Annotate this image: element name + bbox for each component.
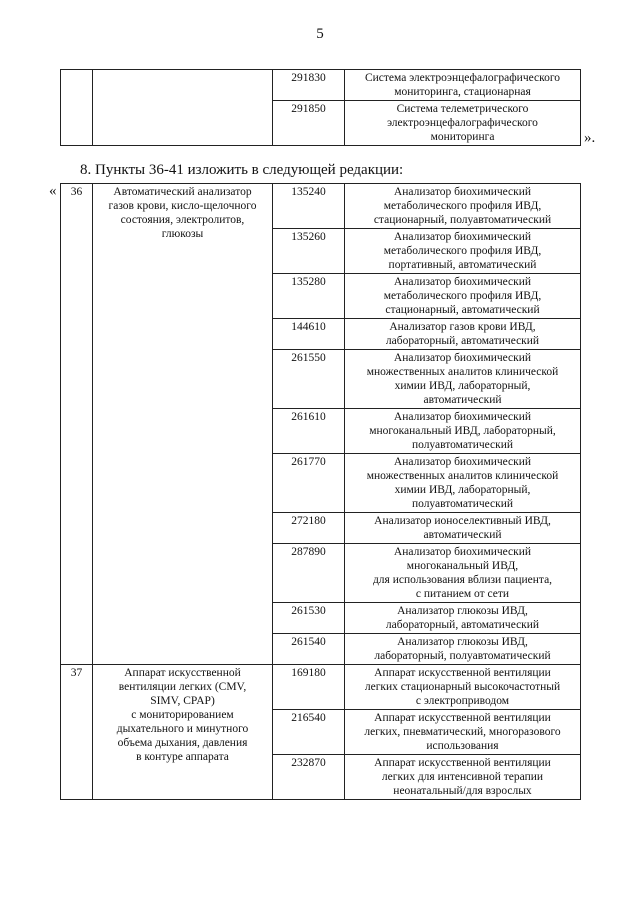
description-line: мониторинга (430, 131, 495, 143)
description-line: Анализатор ионоселективный ИВД, (374, 515, 551, 527)
description-line: химии ИВД, лабораторный, (394, 380, 531, 392)
description-line: легких стационарный высокочастотный (364, 681, 561, 693)
description-line: Система телеметрического (396, 103, 529, 115)
description-cell (345, 634, 581, 665)
description-line: использования (426, 740, 499, 752)
description-line: с питанием от сети (415, 588, 510, 600)
item-name-line: вентиляции легких (CMV, (118, 681, 247, 693)
description-cell (345, 544, 581, 603)
code-cell: 232870 (273, 755, 345, 800)
table-row (61, 665, 581, 710)
description-line: многоканальный ИВД, (406, 560, 519, 572)
description-line: Анализатор биохимический (393, 186, 532, 198)
description-line: неонатальный/для взрослых (393, 785, 532, 797)
description-line: Анализатор биохимический (393, 276, 532, 288)
description-cell (345, 70, 581, 101)
code-cell: 261610 (273, 409, 345, 454)
code-cell: 291830 (273, 70, 345, 101)
description-cell (345, 665, 581, 710)
code-cell: 291850 (273, 101, 345, 146)
description-line: полуавтоматический (411, 439, 514, 451)
description-line: лабораторный, полуавтоматический (374, 650, 551, 662)
item-name-line: Аппарат искусственной (124, 667, 241, 679)
description-line: легких для интенсивной терапии (381, 771, 544, 783)
description-line: Анализатор биохимический (393, 231, 532, 243)
description-line: множественных аналитов клинической (366, 366, 559, 378)
item-number-cell: 36 (61, 184, 93, 665)
closing-quote-mark: ». (584, 130, 596, 146)
name-cell-empty (93, 70, 273, 146)
main-table (60, 183, 581, 800)
description-line: для использования вблизи пациента, (372, 574, 553, 586)
item-name-cell (93, 184, 273, 665)
description-line: Анализатор биохимический (393, 546, 532, 558)
description-line: метаболического профиля ИВД, (383, 290, 542, 302)
description-line: лабораторный, автоматический (385, 619, 540, 631)
item-name-line: в контуре аппарата (136, 751, 229, 763)
code-cell: 135280 (273, 274, 345, 319)
item-name-line: объема дыхания, давления (117, 737, 248, 749)
code-cell: 169180 (273, 665, 345, 710)
description-line: Анализатор глюкозы ИВД, (397, 605, 528, 617)
description-line: Анализатор биохимический (393, 352, 532, 364)
item-name-line: глюкозы (161, 228, 204, 240)
description-cell (345, 603, 581, 634)
code-cell: 135260 (273, 229, 345, 274)
code-cell: 261540 (273, 634, 345, 665)
table-row (61, 70, 581, 101)
number-cell-empty (61, 70, 93, 146)
description-line: стационарный, автоматический (385, 304, 540, 316)
item-name-line: Автоматический анализатор (113, 186, 252, 198)
description-line: электроэнцефалографического (387, 117, 538, 129)
description-line: стационарный, полуавтоматический (373, 214, 552, 226)
description-line: мониторинга, стационарная (394, 86, 531, 98)
description-line: Анализатор газов крови ИВД, (389, 321, 536, 333)
code-cell: 261770 (273, 454, 345, 513)
continuation-table (60, 69, 581, 146)
description-cell (345, 274, 581, 319)
description-line: многоканальный ИВД, лабораторный, (369, 425, 556, 437)
description-line: полуавтоматический (411, 498, 514, 510)
description-line: Аппарат искусственной вентиляции (374, 667, 551, 679)
code-cell: 144610 (273, 319, 345, 350)
code-cell: 287890 (273, 544, 345, 603)
item-name-line: состояния, электролитов, (120, 214, 245, 226)
description-cell (345, 350, 581, 409)
item-name-line: дыхательного и минутного (116, 723, 249, 735)
description-line: легких, пневматический, многоразового (364, 726, 561, 738)
description-cell (345, 513, 581, 544)
code-cell: 272180 (273, 513, 345, 544)
code-cell: 261530 (273, 603, 345, 634)
description-line: Анализатор биохимический (393, 456, 532, 468)
item-name-line: с мониторированием (131, 709, 234, 721)
description-line: химии ИВД, лабораторный, (394, 484, 531, 496)
section-heading: 8. Пункты 36-41 изложить в следующей редакции: (80, 162, 404, 178)
description-line: Анализатор глюкозы ИВД, (397, 636, 528, 648)
description-line: множественных аналитов клинической (366, 470, 559, 482)
description-line: лабораторный, автоматический (385, 335, 540, 347)
description-line: метаболического профиля ИВД, (383, 200, 542, 212)
description-line: Анализатор биохимический (393, 411, 532, 423)
page-number: 5 (316, 26, 324, 42)
description-line: с электроприводом (415, 695, 510, 707)
description-cell (345, 710, 581, 755)
description-cell (345, 184, 581, 229)
description-line: портативный, автоматический (388, 259, 537, 271)
code-cell: 216540 (273, 710, 345, 755)
description-line: автоматический (423, 529, 502, 541)
code-cell: 261550 (273, 350, 345, 409)
description-cell (345, 409, 581, 454)
code-cell: 135240 (273, 184, 345, 229)
item-name-line: газов крови, кисло-щелочного (108, 200, 257, 212)
description-cell (345, 319, 581, 350)
description-line: метаболического профиля ИВД, (383, 245, 542, 257)
description-line: Аппарат искусственной вентиляции (374, 712, 551, 724)
item-name-line: SIMV, CPAP) (150, 695, 215, 707)
description-line: Система электроэнцефалографического (364, 72, 561, 84)
description-cell (345, 101, 581, 146)
description-line: автоматический (423, 394, 502, 406)
opening-quote-mark: « (49, 183, 57, 199)
table-row (61, 184, 581, 229)
item-number-cell: 37 (61, 665, 93, 800)
description-cell (345, 454, 581, 513)
description-line: Аппарат искусственной вентиляции (374, 757, 551, 769)
item-name-cell (93, 665, 273, 800)
description-cell (345, 755, 581, 800)
description-cell (345, 229, 581, 274)
